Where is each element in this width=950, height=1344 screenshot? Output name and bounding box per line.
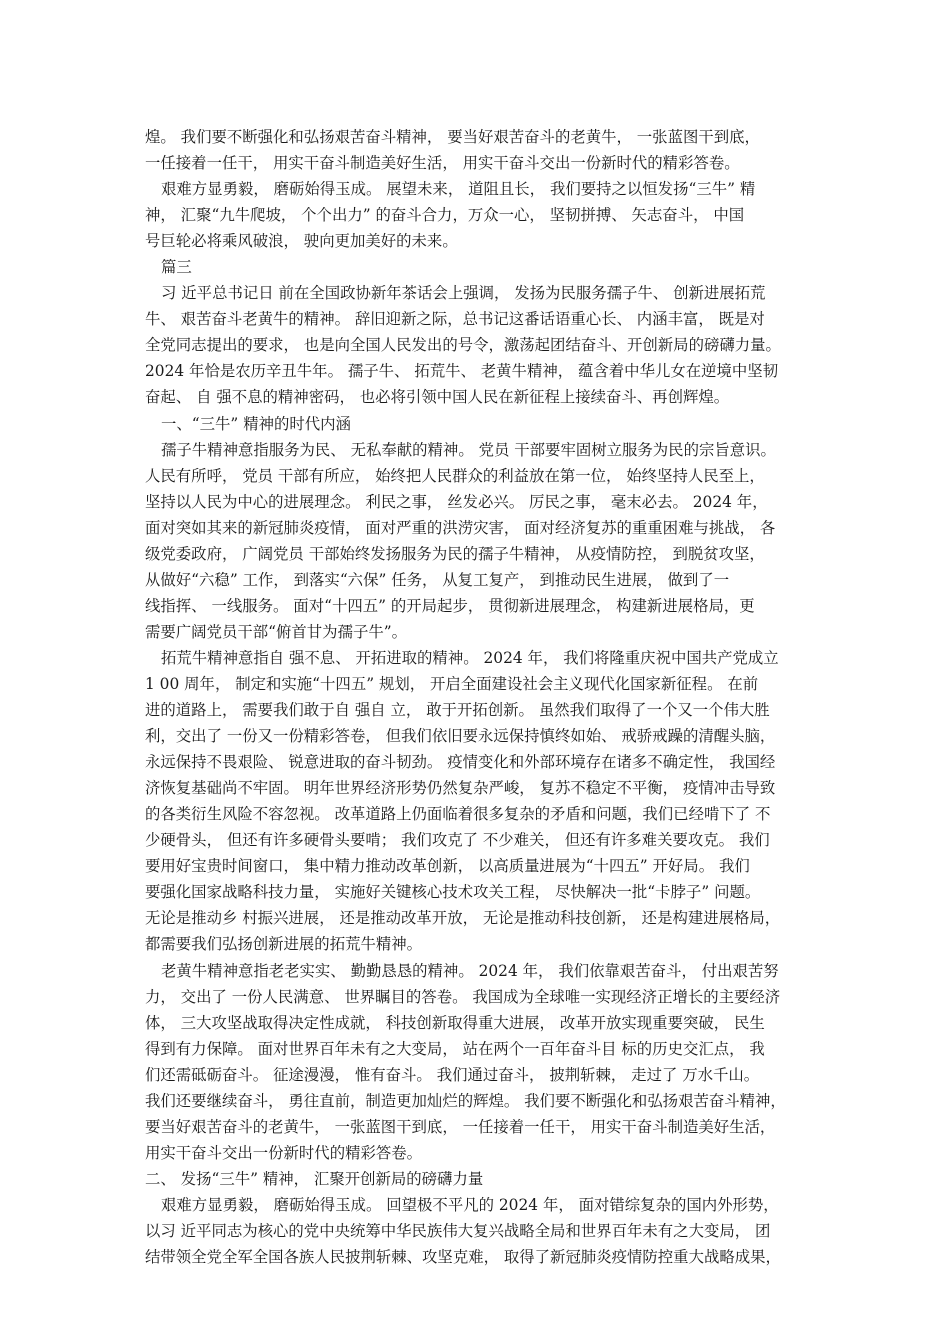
text-line: 煌。 我们要不断强化和弘扬艰苦奋斗精神， 要当好艰苦奋斗的老黄牛， 一张蓝图干到底，	[145, 128, 760, 146]
text-line: 人民有所呼， 党员 干部有所应， 始终把人民群众的利益放在第一位， 始终坚持人民至上，	[145, 466, 765, 485]
text-line: 二、 发扬“三牛” 精神， 汇聚开创新局的磅礴力量	[145, 1169, 484, 1188]
text-line: 习 近平总书记日 前在全国政协新年茶话会上强调， 发扬为民服务孺子牛、 创新进展拓荒	[161, 284, 766, 303]
text-line: 艰难方显勇毅， 磨砺始得玉成。 回望极不平凡的 2024 年， 面对错综复杂的国内外形势，	[161, 1195, 779, 1214]
text-line: 力， 交出了 一份人民满意、 世界瞩目的答卷。 我国成为全球唯一实现经济正增长的主要经济	[145, 987, 781, 1006]
text-line: 需要广阔党员干部“俯首甘为孺子牛”。	[145, 622, 407, 641]
text-line: 要用好宝贵时间窗口， 集中精力推动改革创新， 以高质量进展为“十四五” 开好局。 我们	[145, 857, 750, 876]
text-line: 永远保持不畏艰险、 锐意进取的奋斗韧劲。 疫情变化和外部环境存在诸多不确定性， 我国经	[145, 753, 776, 772]
text-line: 2024 年恰是农历辛丑牛年。 孺子牛、 拓荒牛、 老黄牛精神， 蕴含着中华儿女在逆境中坚韧	[145, 362, 779, 381]
text-line: 济恢复基础尚不牢固。 明年世界经济形势仍然复杂严峻， 复苏不稳定不平衡， 疫情冲击导致	[145, 779, 776, 798]
paragraph	[145, 437, 810, 645]
paragraph	[145, 958, 810, 1166]
text-line: 牛、 艰苦奋斗老黄牛的精神。 辞旧迎新之际，总书记这番话语重心长、 内涵丰富， 既是对	[145, 310, 765, 329]
text-line: 一、“三牛” 精神的时代内涵	[161, 414, 351, 433]
text-line: 用实干奋斗交出一份新时代的精彩答卷。	[145, 1143, 423, 1162]
paragraph	[145, 411, 810, 437]
document-body	[145, 124, 810, 1270]
text-line: 得到有力保障。 面对世界百年未有之大变局， 站在两个一百年奋斗目 标的历史交汇点， 我	[145, 1039, 765, 1058]
text-line: 线指挥、 一线服务。 面对“十四五” 的开局起步， 贯彻新进展理念， 构建新进展格局，更	[145, 596, 755, 615]
text-line: 奋起、 自 强不息的精神密码， 也必将引领中国人民在新征程上接续奋斗、再创辉煌。	[145, 388, 730, 407]
paragraph	[145, 254, 810, 280]
text-line: 以习 近平同志为核心的党中央统筹中华民族伟大复兴战略全局和世界百年未有之大变局， 团	[145, 1221, 771, 1240]
paragraph	[145, 280, 810, 410]
text-line: 面对突如其来的新冠肺炎疫情， 面对严重的洪涝灾害， 面对经济复苏的重重困难与挑战， 各	[145, 518, 776, 537]
text-line: 孺子牛精神意指服务为民、 无私奉献的精神。 党员 干部要牢固树立服务为民的宗旨意识。	[161, 440, 776, 459]
text-line: 进的道路上， 需要我们敢于自 强自 立， 敢于开拓创新。 虽然我们取得了一个又一个伟大胜	[145, 701, 770, 720]
text-line: 老黄牛精神意指老老实实、 勤勤恳恳的精神。 2024 年， 我们依靠艰苦奋斗， 付出艰苦努	[161, 961, 779, 980]
paragraph	[145, 1192, 810, 1270]
paragraph	[145, 124, 810, 176]
text-line: 全党同志提出的要求， 也是向全国人民发出的号令，激荡起团结奋斗、开创新局的磅礴力量。	[145, 336, 781, 355]
text-line: 拓荒牛精神意指自 强不息、 开拓进取的精神。 2024 年， 我们将隆重庆祝中国共产党成立	[161, 648, 779, 667]
text-line: 体， 三大攻坚战取得决定性成就， 科技创新取得重大进展， 改革开放实现重要突破， 民生	[145, 1013, 765, 1032]
text-line: 篇三	[161, 258, 192, 277]
text-line: 要强化国家战略科技力量， 实施好关键核心技术攻关工程， 尽快解决一批“卡脖子” 问题。	[145, 883, 761, 902]
text-line: 结带领全党全军全国各族人民披荆斩棘、攻坚克难， 取得了新冠肺炎疫情防控重大战略成果，	[145, 1248, 781, 1267]
paragraph	[145, 645, 810, 958]
text-line: 少硬骨头， 但还有许多硬骨头要啃； 我们攻克了 不少难关， 但还有许多难关要攻克。 我们	[145, 831, 770, 850]
text-line: 利，交出了 一份又一份精彩答卷， 但我们依旧要永远保持慎终如始、 戒骄戒躁的清醒头脑，	[145, 727, 776, 746]
text-line: 从做好“六稳” 工作， 到落实“六保” 任务， 从复工复产， 到推动民生进展， 做到了一	[145, 570, 730, 589]
text-line: 神， 汇聚“九牛爬坡， 个个出力” 的奋斗合力，万众一心， 坚韧拼搏、 矢志奋斗， 中国	[145, 206, 745, 225]
text-line: 无论是推动乡 村振兴进展， 还是推动改革开放， 无论是推动科技创新， 还是构建进展格局，	[145, 909, 781, 928]
text-line: 要当好艰苦奋斗的老黄牛， 一张蓝图干到底， 一任接着一任干， 用实干奋斗制造美好生活，	[145, 1117, 776, 1136]
paragraph	[145, 1166, 810, 1192]
text-line: 们还需砥砺奋斗。 征途漫漫， 惟有奋斗。 我们通过奋斗， 披荆斩棘， 走过了 万水千山。	[145, 1065, 760, 1084]
text-line: 的各类衍生风险不容忽视。 改革道路上仍面临着很多复杂的矛盾和问题，我们已经啃下了 不	[145, 805, 771, 824]
text-line: 坚持以人民为中心的进展理念。 利民之事， 丝发必兴。 厉民之事， 毫末必去。 2024 年，	[145, 492, 768, 511]
text-line: 艰难方显勇毅， 磨砺始得玉成。 展望未来， 道阻且长， 我们要持之以恒发扬“三牛” 精	[161, 180, 756, 199]
text-line: 1 00 周年， 制定和实施“十四五” 规划， 开启全面建设社会主义现代化国家新征程。 在前	[145, 674, 759, 693]
text-line: 一任接着一任干， 用实干奋斗制造美好生活， 用实干奋斗交出一份新时代的精彩答卷。	[145, 154, 740, 173]
text-line: 我们还要继续奋斗， 勇往直前，制造更加灿烂的辉煌。 我们要不断强化和弘扬艰苦奋斗精神，	[145, 1091, 786, 1110]
text-line: 都需要我们弘扬创新进展的拓荒牛精神。	[145, 935, 423, 954]
text-line: 级党委政府， 广阔党员 干部始终发扬服务为民的孺子牛精神， 从疫情防控， 到脱贫攻坚，	[145, 544, 765, 563]
paragraph	[145, 176, 810, 254]
text-line: 号巨轮必将乘风破浪， 驶向更加美好的未来。	[145, 232, 458, 251]
